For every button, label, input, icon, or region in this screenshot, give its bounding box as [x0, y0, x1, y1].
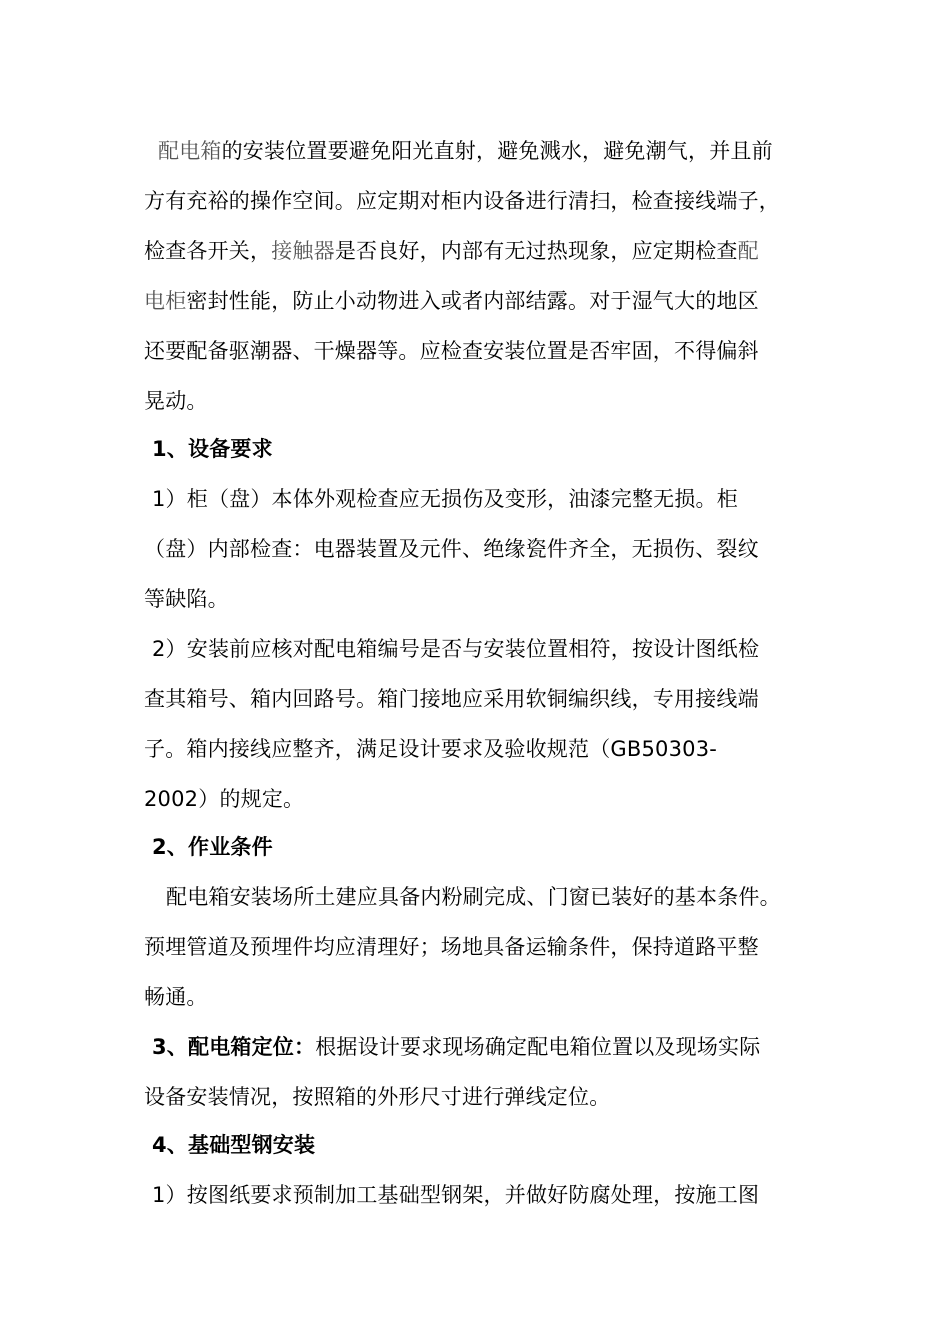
para-line: 设备安装情况，按照箱的外形尺寸进行弹线定位。: [144, 1085, 611, 1109]
intro-line-4: [144, 286, 759, 316]
text: 检查各开关，: [144, 239, 272, 263]
intro-line-1: [158, 136, 773, 166]
para-line: 查其箱号、箱内回路号。箱门接地应采用软铜编织线，专用接线端: [144, 687, 759, 711]
section-heading-1: 1、设备要求: [152, 437, 273, 461]
intro-line-6: 晃动。: [144, 389, 208, 413]
para-line: （盘）内部检查：电器装置及元件、绝缘瓷件齐全，无损伤、裂纹: [144, 537, 759, 561]
text: 的安装位置要避免阳光直射，避免溅水，避免潮气，并且前: [221, 139, 773, 163]
para-line: 畅通。: [144, 985, 208, 1009]
section-heading-3: 3、配电箱定位：: [152, 1035, 316, 1059]
text: 密封性能，防止小动物进入或者内部结露。对于湿气大的地区: [186, 289, 759, 313]
para-line: 预埋管道及预埋件均应清理好；场地具备运输条件，保持道路平整: [144, 935, 759, 959]
section-heading-2: 2、作业条件: [152, 835, 273, 859]
para-line: 2002）的规定。: [144, 787, 305, 811]
text: 是否良好，内部有无过热现象，应定期检查: [334, 239, 738, 263]
intro-line-2: 方有充裕的操作空间。应定期对柜内设备进行清扫，检查接线端子，: [144, 189, 780, 213]
text: 根据设计要求现场确定配电箱位置以及现场实际: [315, 1035, 761, 1059]
link-distribution-box[interactable]: 配电箱: [158, 139, 222, 163]
para-line: 2）安装前应核对配电箱编号是否与安装位置相符，按设计图纸检: [152, 637, 760, 661]
para-line: 等缺陷。: [144, 587, 229, 611]
intro-line-5: 还要配备驱潮器、干燥器等。应检查安装位置是否牢固，不得偏斜: [144, 339, 759, 363]
link-switchgear-part1[interactable]: 配: [737, 239, 759, 263]
para-line: 1）按图纸要求预制加工基础型钢架，并做好防腐处理，按施工图: [152, 1183, 760, 1207]
section-heading-4: 4、基础型钢安装: [152, 1133, 316, 1157]
link-switchgear-part2[interactable]: 电柜: [144, 289, 187, 313]
section-3-line: [152, 1032, 760, 1062]
intro-line-3: [144, 236, 759, 266]
link-contactor[interactable]: 接触器: [271, 239, 335, 263]
para-line: 配电箱安装场所土建应具备内粉刷完成、门窗已装好的基本条件。: [166, 885, 781, 909]
para-line: 1）柜（盘）本体外观检查应无损伤及变形，油漆完整无损。柜: [152, 487, 738, 511]
para-line: 子。箱内接线应整齐，满足设计要求及验收规范（GB50303-: [144, 737, 718, 761]
